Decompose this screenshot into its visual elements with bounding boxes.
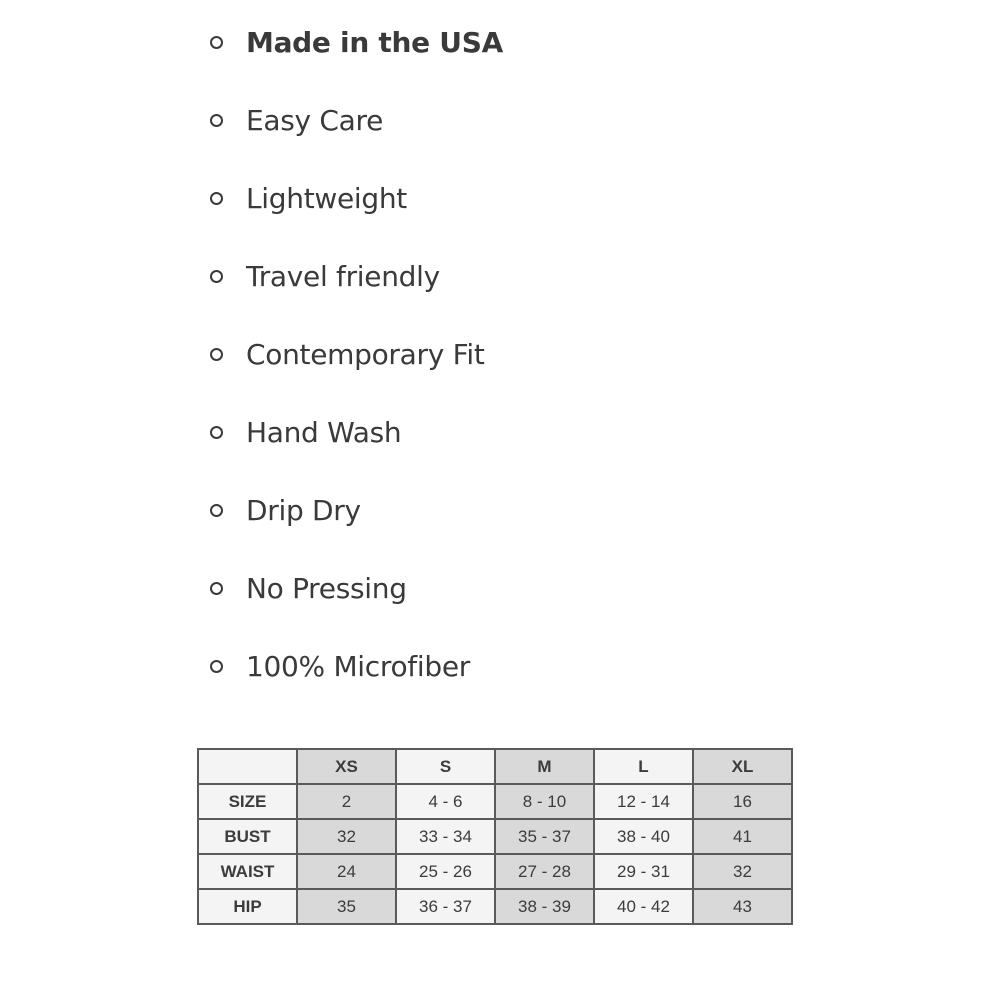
row-header-hip: HIP [198,889,297,924]
table-row [198,819,792,854]
table-cell: 38 - 39 [495,889,594,924]
bullet-icon [210,504,223,517]
bullet-icon [210,348,223,361]
bullet-icon [210,270,223,283]
feature-label: Travel friendly [246,259,440,293]
feature-label: Contemporary Fit [246,337,485,371]
table-row [198,889,792,924]
bullet-icon [210,192,223,205]
table-cell: 35 [297,889,396,924]
column-header-xs: XS [297,749,396,784]
table-row [198,784,792,819]
feature-label: Hand Wash [246,415,402,449]
feature-item [210,176,503,220]
table-cell: 36 - 37 [396,889,495,924]
table-cell: 12 - 14 [594,784,693,819]
bullet-icon [210,660,223,673]
column-header-xl: XL [693,749,792,784]
table-cell: 40 - 42 [594,889,693,924]
column-header-s: S [396,749,495,784]
feature-label: Made in the USA [246,25,503,59]
corner-cell [198,749,297,784]
feature-item [210,566,503,610]
feature-label: Easy Care [246,103,384,137]
table-cell: 8 - 10 [495,784,594,819]
column-header-m: M [495,749,594,784]
table-cell: 32 [693,854,792,889]
bullet-icon [210,582,223,595]
table-cell: 43 [693,889,792,924]
row-header-bust: BUST [198,819,297,854]
row-header-waist: WAIST [198,854,297,889]
feature-label: No Pressing [246,571,407,605]
table-row [198,854,792,889]
table-cell: 35 - 37 [495,819,594,854]
table-cell: 27 - 28 [495,854,594,889]
bullet-icon [210,426,223,439]
size-chart-table [197,748,793,925]
table-cell: 38 - 40 [594,819,693,854]
feature-label: Drip Dry [246,493,361,527]
feature-label: Lightweight [246,181,407,215]
bullet-icon [210,114,223,127]
table-cell: 33 - 34 [396,819,495,854]
row-header-size: SIZE [198,784,297,819]
table-cell: 29 - 31 [594,854,693,889]
table-cell: 4 - 6 [396,784,495,819]
feature-item [210,98,503,142]
feature-item [210,20,503,64]
feature-list [210,20,503,722]
table-cell: 16 [693,784,792,819]
table-cell: 24 [297,854,396,889]
feature-item [210,488,503,532]
table-cell: 25 - 26 [396,854,495,889]
feature-item [210,332,503,376]
table-cell: 2 [297,784,396,819]
feature-item [210,254,503,298]
feature-item [210,410,503,454]
column-header-l: L [594,749,693,784]
table-cell: 32 [297,819,396,854]
bullet-icon [210,36,223,49]
table-cell: 41 [693,819,792,854]
size-chart-header-row [198,749,792,784]
feature-label: 100% Microfiber [246,649,470,683]
feature-item [210,644,503,688]
